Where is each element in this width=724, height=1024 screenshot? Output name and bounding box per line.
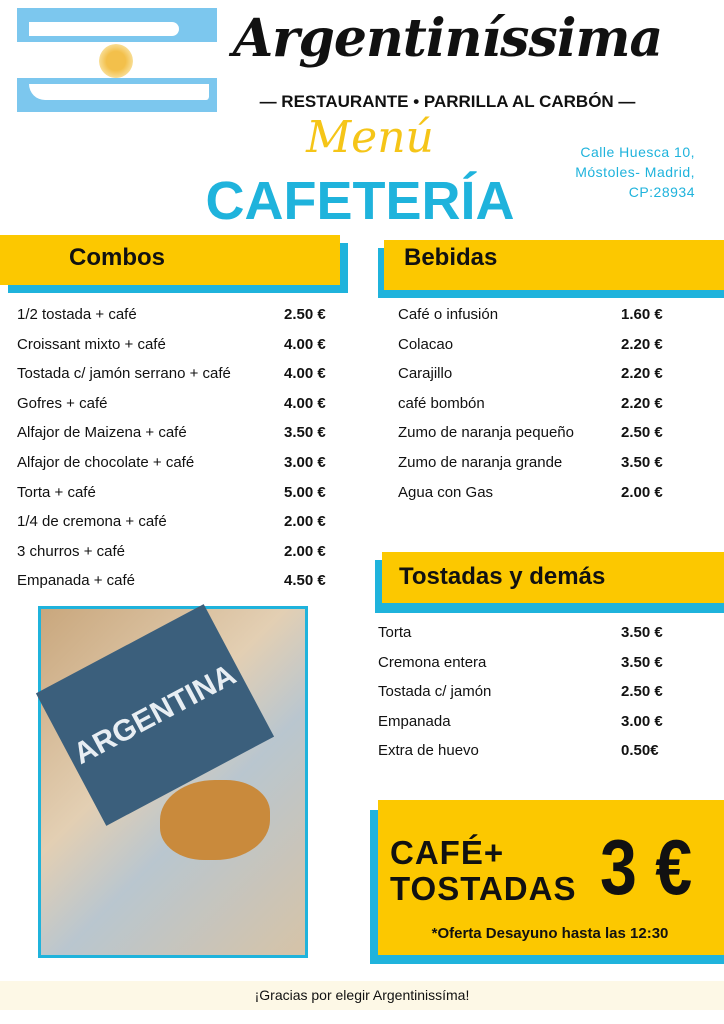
menu-item-name: 1/2 tostada + café xyxy=(17,306,137,323)
promo-note: *Oferta Desayuno hasta las 12:30 xyxy=(431,925,669,942)
menu-item-price: 3.00 € xyxy=(621,712,663,730)
menu-item-name: 3 churros + café xyxy=(17,542,125,560)
bebidas-title: Bebidas xyxy=(404,244,498,271)
menu-item-name: Zumo de naranja pequeño xyxy=(398,424,574,442)
menu-item-name: Tostada c/ jamón xyxy=(378,683,492,701)
page-title: CAFETERÍA xyxy=(205,171,515,231)
menu-item-price: 0.50€ xyxy=(621,742,659,760)
menu-item-price: 3.50 € xyxy=(621,454,663,471)
menu-item-price: 1.60 € xyxy=(621,306,663,323)
menu-item-price: 2.20 € xyxy=(621,394,663,412)
menu-item-name: café bombón xyxy=(398,394,485,412)
menu-item-price: 2.50 € xyxy=(621,683,663,701)
promo-title xyxy=(390,835,576,907)
sun-of-may-icon xyxy=(99,44,133,78)
menu-item-name: Empanada xyxy=(378,712,451,730)
menu-item-name: Gofres + café xyxy=(17,394,108,412)
menu-item-name: Extra de huevo xyxy=(378,742,479,760)
menu-item-name: Torta xyxy=(378,624,412,641)
menu-item-price: 3.50 € xyxy=(621,624,663,641)
menu-item-price: 3.00 € xyxy=(284,454,326,471)
menu-item-price: 2.20 € xyxy=(621,335,663,353)
menu-item-name: Zumo de naranja grande xyxy=(398,454,563,471)
menu-item-name: Cremona entera xyxy=(378,653,487,671)
menu-item-price: 4.00 € xyxy=(284,365,326,383)
menu-item-price: 2.20 € xyxy=(621,365,663,383)
menu-item-name: Tostada c/ jamón serrano + café xyxy=(17,365,231,383)
empanada-image xyxy=(160,780,270,860)
menu-item-name: 1/4 de cremona + café xyxy=(17,513,167,531)
menu-item-name: Agua con Gas xyxy=(398,483,494,501)
menu-item-name: Alfajor de Maizena + café xyxy=(17,424,187,442)
combos-title: Combos xyxy=(69,244,165,271)
argentina-sign: ARGENTINA xyxy=(36,604,274,826)
restaurant-logo xyxy=(17,8,217,112)
menu-item-price: 2.00 € xyxy=(284,542,326,560)
menu-item-name: Café o infusión xyxy=(398,306,499,323)
address-line: Móstoles- Madrid, xyxy=(575,164,695,180)
menu-item-price: 4.00 € xyxy=(284,335,326,353)
menu-item-name: Colacao xyxy=(398,335,454,353)
menu-item-price: 5.00 € xyxy=(284,483,326,501)
fork-icon xyxy=(29,22,179,36)
footer: ¡Gracias por elegir Argentinissíma! xyxy=(0,981,724,1010)
menu-item-name: Empanada + café xyxy=(17,572,136,590)
knife-icon xyxy=(29,84,209,100)
menu-item-price: 3.50 € xyxy=(284,424,326,442)
menu-item-price: 2.50 € xyxy=(621,424,663,442)
promo-price: 3 € xyxy=(600,823,693,911)
tostadas-title: Tostadas y demás xyxy=(399,563,606,590)
menu-item-price: 4.00 € xyxy=(284,394,326,412)
address-line: Calle Huesca 10, xyxy=(580,144,695,160)
menu-item-price: 2.50 € xyxy=(284,306,326,323)
menu-item-price: 2.00 € xyxy=(621,483,663,501)
tagline: — RESTAURANTE • PARRILLA AL CARBÓN — xyxy=(259,92,636,111)
address-line: CP:28934 xyxy=(628,184,695,200)
menu-item-name: Carajillo xyxy=(398,365,453,383)
menu-item-price: 2.00 € xyxy=(284,513,326,531)
promo-line: TOSTADAS xyxy=(390,870,577,907)
menu-item-price: 4.50 € xyxy=(284,572,326,590)
promo-line: CAFÉ+ xyxy=(390,834,505,871)
menu-item-name: Croissant mixto + café xyxy=(17,335,166,353)
menu-item-name: Torta + café xyxy=(17,483,96,501)
brand-name: Argentiníssima xyxy=(232,8,663,69)
menu-item-price: 3.50 € xyxy=(621,653,663,671)
combos-header xyxy=(0,235,340,285)
menu-heading: Menú xyxy=(306,112,434,163)
menu-item-name: Alfajor de chocolate + café xyxy=(17,454,195,471)
address xyxy=(575,142,695,202)
